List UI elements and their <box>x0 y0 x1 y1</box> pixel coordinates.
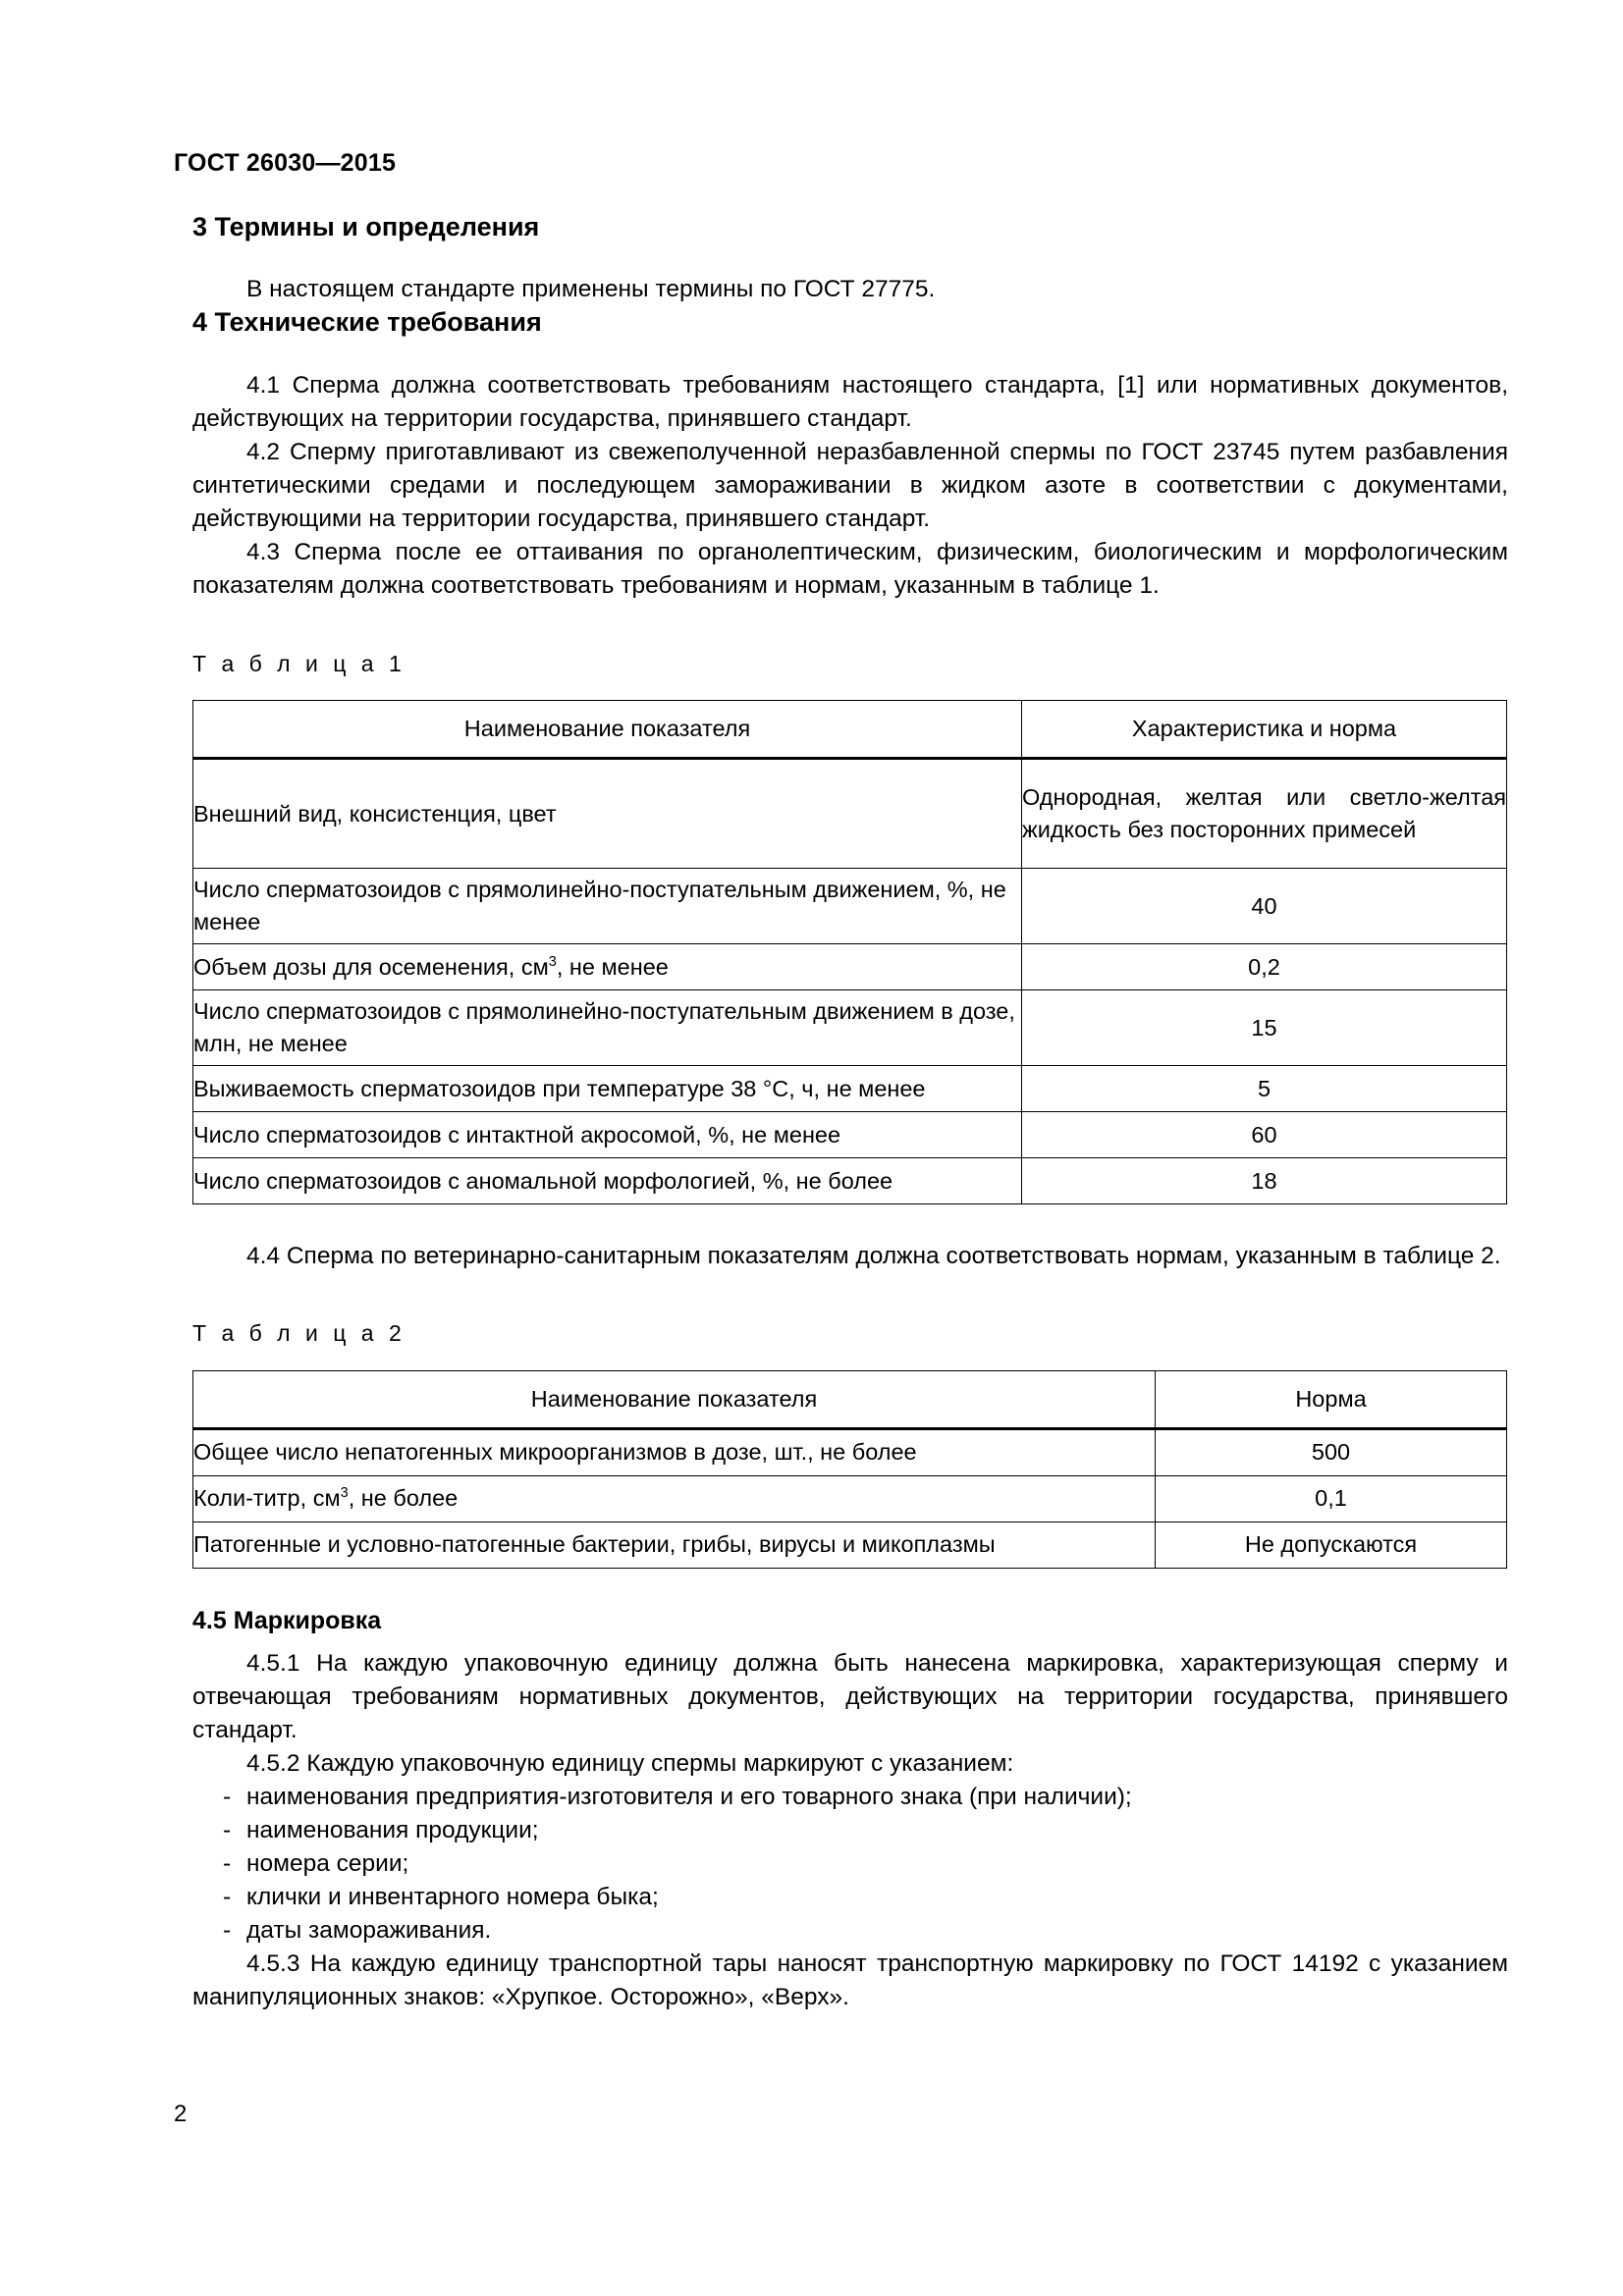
table-2-header-value: Норма <box>1156 1370 1507 1428</box>
table-1-cell-value: 15 <box>1022 990 1507 1066</box>
paragraph-4-5-1: 4.5.1 На каждую упаковочную единицу должна быть нанесена маркировка, характеризующая сперму и отвечающая требованиям нормативных документов, действующих на территории государства, принявшего стандарт. <box>192 1649 1508 1743</box>
paragraph-section-3-body: В настоящем стандарте применены термины по ГОСТ 27775. <box>246 276 936 303</box>
table-row <box>193 1066 1507 1112</box>
table-1-cell-name: Число сперматозоидов с прямолинейно-поступательным движением, %, не менее <box>193 869 1022 944</box>
list-item <box>192 1881 1508 1914</box>
table-row <box>193 1112 1507 1158</box>
table-1-caption: Т а б л и ц а 1 <box>192 650 406 676</box>
dash-bullet-icon: - <box>223 1849 232 1877</box>
list-item <box>192 1781 1508 1814</box>
list-item-label: клички и инвентарного номера быка; <box>246 1883 659 1910</box>
table-2-cell-value: Не допускаются <box>1156 1522 1507 1568</box>
table-1-cell-name: Число сперматозоидов с интактной акросомой, %, не менее <box>193 1112 1022 1158</box>
marking-requirements-list <box>192 1781 1508 1948</box>
table-2-cell-value: 500 <box>1156 1428 1507 1475</box>
dash-bullet-icon: - <box>223 1883 232 1910</box>
page-content <box>192 211 1508 2014</box>
list-item-label: даты замораживания. <box>246 1916 492 1944</box>
table-1 <box>192 700 1507 1204</box>
table-2-cell-name: Общее число непатогенных микроорганизмов в дозе, шт., не более <box>193 1428 1156 1475</box>
table-row <box>193 1428 1507 1475</box>
table-1-header-value: Характеристика и норма <box>1022 701 1507 759</box>
list-item <box>192 1847 1508 1881</box>
table-1-cell-value: 5 <box>1022 1066 1507 1112</box>
list-item <box>192 1814 1508 1847</box>
running-head-standard-number: ГОСТ 26030—2015 <box>174 149 397 177</box>
list-item-label: номера серии; <box>246 1849 409 1877</box>
table-2-caption: Т а б л и ц а 2 <box>192 1320 406 1347</box>
table-1-header-name: Наименование показателя <box>193 701 1022 759</box>
paragraph-4-5-3: 4.5.3 На каждую единицу транспортной тары наносят транспортную маркировку по ГОСТ 14192 с указанием манипуляционных знаков: «Хрупкое. Осторожно», «Верх». <box>192 1949 1508 2010</box>
table-row <box>193 1158 1507 1204</box>
paragraph-4-2: 4.2 Сперму приготавливают из свежеполученной неразбавленной спермы по ГОСТ 23745 путем разбавления синтетическими средами и последующем замораживании в жидком азоте в соответствии с документами, действующими на территории государства, принявшего стандарт. <box>192 438 1508 532</box>
paragraph-4-4: 4.4 Сперма по ветеринарно-санитарным показателям должна соответствовать нормам, указанным в таблице 2. <box>246 1243 1501 1270</box>
dash-bullet-icon: - <box>223 1816 232 1843</box>
table-1-header-row <box>193 701 1507 759</box>
table-1-cell-value: 40 <box>1022 869 1507 944</box>
table-1-cell-name: Объем дозы для осеменения, $см^3$, не менее <box>193 944 1022 990</box>
table-2-header-name: Наименование показателя <box>193 1370 1156 1428</box>
list-item-label: наименования предприятия-изготовителя и его товарного знака (при наличии); <box>246 1783 1132 1810</box>
table-1-body <box>193 759 1507 1204</box>
table-1-cell-value: 60 <box>1022 1112 1507 1158</box>
table-1-cell-value: 18 <box>1022 1158 1507 1204</box>
table-1-cell-name: Число сперматозоидов с аномальной морфологией, %, не более <box>193 1158 1022 1204</box>
table-2-body <box>193 1428 1507 1568</box>
table-row <box>193 1522 1507 1568</box>
paragraph-4-5-2: 4.5.2 Каждую упаковочную единицу спермы маркируют с указанием: <box>246 1749 1014 1777</box>
table-row <box>193 1475 1507 1522</box>
table-2-cell-name: Патогенные и условно-патогенные бактерии, грибы, вирусы и микоплазмы <box>193 1522 1156 1568</box>
table-row <box>193 944 1507 990</box>
heading-section-3: 3 Термины и определения <box>192 212 540 241</box>
table-2-cell-value: 0,1 <box>1156 1475 1507 1522</box>
table-1-cell-name: Внешний вид, консистенция, цвет <box>193 759 1022 869</box>
heading-section-4: 4 Технические требования <box>192 307 542 338</box>
table-2-header-row <box>193 1370 1507 1428</box>
table-1-cell-name: Выживаемость сперматозоидов при температуре 38 °С, ч, не менее <box>193 1066 1022 1112</box>
table-row <box>193 759 1507 869</box>
list-item-label: наименования продукции; <box>246 1816 539 1843</box>
table-row <box>193 869 1507 944</box>
table-1-cell-value: Однородная, желтая или светло-желтая жидкость без посторонних примесей <box>1022 759 1507 869</box>
table-row <box>193 990 1507 1066</box>
table-1-cell-value: 0,2 <box>1022 944 1507 990</box>
table-2-cell-name: Коли-титр, $см^3$, не более <box>193 1475 1156 1522</box>
page-number: 2 <box>174 2101 188 2127</box>
table-1-cell-name: Число сперматозоидов с прямолинейно-поступательным движением в дозе, млн, не менее <box>193 990 1022 1066</box>
dash-bullet-icon: - <box>223 1783 232 1810</box>
heading-section-4-5: 4.5 Маркировка <box>192 1606 382 1634</box>
list-item <box>192 1914 1508 1948</box>
table-2 <box>192 1370 1507 1569</box>
paragraph-4-3: 4.3 Сперма после ее оттаивания по органолептическим, физическим, биологическим и морфологическим показателям должна соответствовать требованиям и нормам, указанным в таблице 1. <box>192 538 1508 599</box>
dash-bullet-icon: - <box>223 1916 232 1944</box>
paragraph-4-1: 4.1 Сперма должна соответствовать требованиям настоящего стандарта, [1] или нормативных документов, действующих на территории государства, принявшего стандарт. <box>192 371 1508 432</box>
